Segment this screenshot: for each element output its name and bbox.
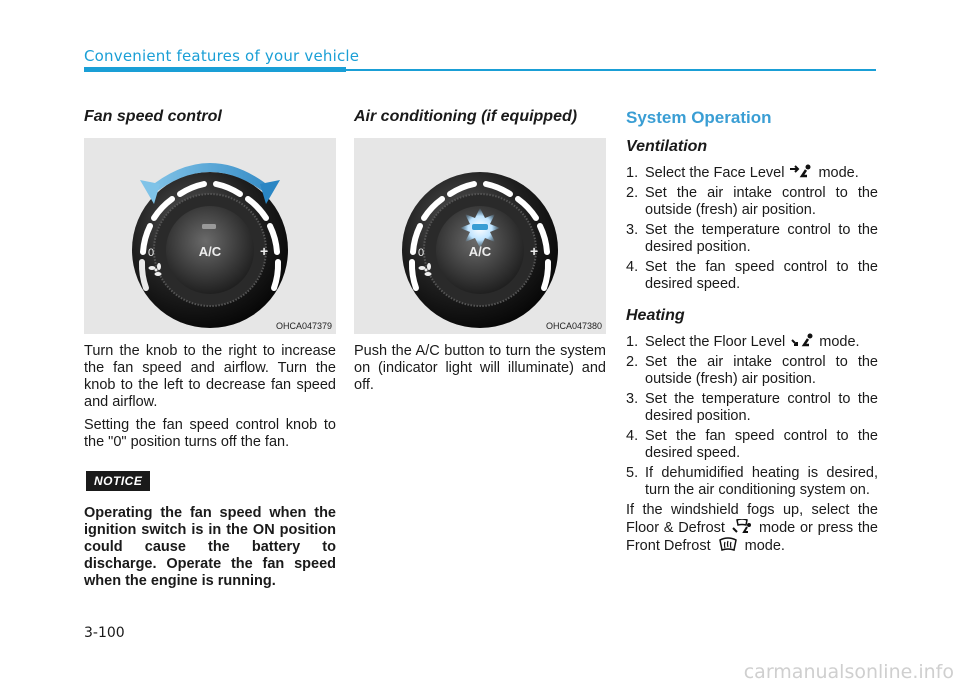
section-header-title: Convenient features of your vehicle <box>84 47 360 65</box>
figure-code: OHCA047380 <box>545 321 602 331</box>
list-item: 4. Set the fan speed control to the desired speed. <box>626 428 878 461</box>
fan-speed-column <box>84 108 336 590</box>
fan-knob-illustration <box>84 138 336 334</box>
fan-speed-heading: Fan speed control <box>84 108 222 125</box>
floor-defrost-icon <box>729 519 755 534</box>
header-accent-bar <box>84 67 346 72</box>
ac-knob-figure <box>354 138 606 334</box>
notice-text: Operating the fan speed when the ignition switch is in the ON position could cause the battery to discharge. Operate the fan speed when the engine is running. <box>84 505 336 589</box>
ventilation-heading: Ventilation <box>626 138 708 155</box>
notice-badge: NOTICE <box>86 471 150 491</box>
air-conditioning-column <box>354 108 606 394</box>
list-item: 1. Select the Face Level mode. <box>626 165 859 181</box>
ac-knob-zero: 0 <box>418 247 425 259</box>
list-item: 5. If dehumidified heating is desired, turn the air conditioning system on. <box>626 465 878 498</box>
fan-speed-paragraph-2: Setting the fan speed control knob to the "0" position turns off the fan. <box>84 417 336 450</box>
list-item: 3. Set the temperature control to the desired position. <box>626 222 878 255</box>
list-item: 2. Set the air intake control to the outside (fresh) air position. <box>626 185 878 218</box>
system-operation-heading: System Operation <box>626 108 772 127</box>
list-item: 2. Set the air intake control to the outside (fresh) air position. <box>626 354 878 387</box>
fan-knob-plus: + <box>260 243 269 259</box>
fan-knob-label: A/C <box>198 244 222 259</box>
defrost-note: If the windshield fogs up, select the Floor & Defrost mode or press the Front Defrost mode. <box>626 502 878 554</box>
list-item: 1. Select the Floor Level mode. <box>626 334 860 350</box>
heating-heading: Heating <box>626 307 685 324</box>
watermark: carmanualsonline.info <box>743 661 954 683</box>
face-level-icon <box>788 164 814 179</box>
front-defrost-icon <box>715 537 741 552</box>
page-number: 3-100 <box>84 625 125 641</box>
system-operation-column <box>626 108 878 555</box>
ac-knob-plus: + <box>530 243 539 259</box>
air-conditioning-paragraph: Push the A/C button to turn the system on (indicator light will illuminate) and off. <box>354 343 606 393</box>
fan-knob-zero: 0 <box>148 247 155 259</box>
ac-knob-label: A/C <box>468 244 492 259</box>
floor-level-icon <box>789 333 815 348</box>
ventilation-steps <box>626 164 878 293</box>
fan-knob-figure <box>84 138 336 334</box>
header-rule <box>346 69 876 71</box>
list-item: 3. Set the temperature control to the desired position. <box>626 391 878 424</box>
ac-knob-illustration <box>354 138 606 334</box>
heating-steps <box>626 333 878 499</box>
air-conditioning-heading: Air conditioning (if equipped) <box>354 108 578 125</box>
list-item: 4. Set the fan speed control to the desired speed. <box>626 259 878 292</box>
figure-code: OHCA047379 <box>275 321 332 331</box>
fan-speed-paragraph-1: Turn the knob to the right to increase the fan speed and airflow. Turn the knob to the left to decrease fan speed and airflow. <box>84 343 336 410</box>
